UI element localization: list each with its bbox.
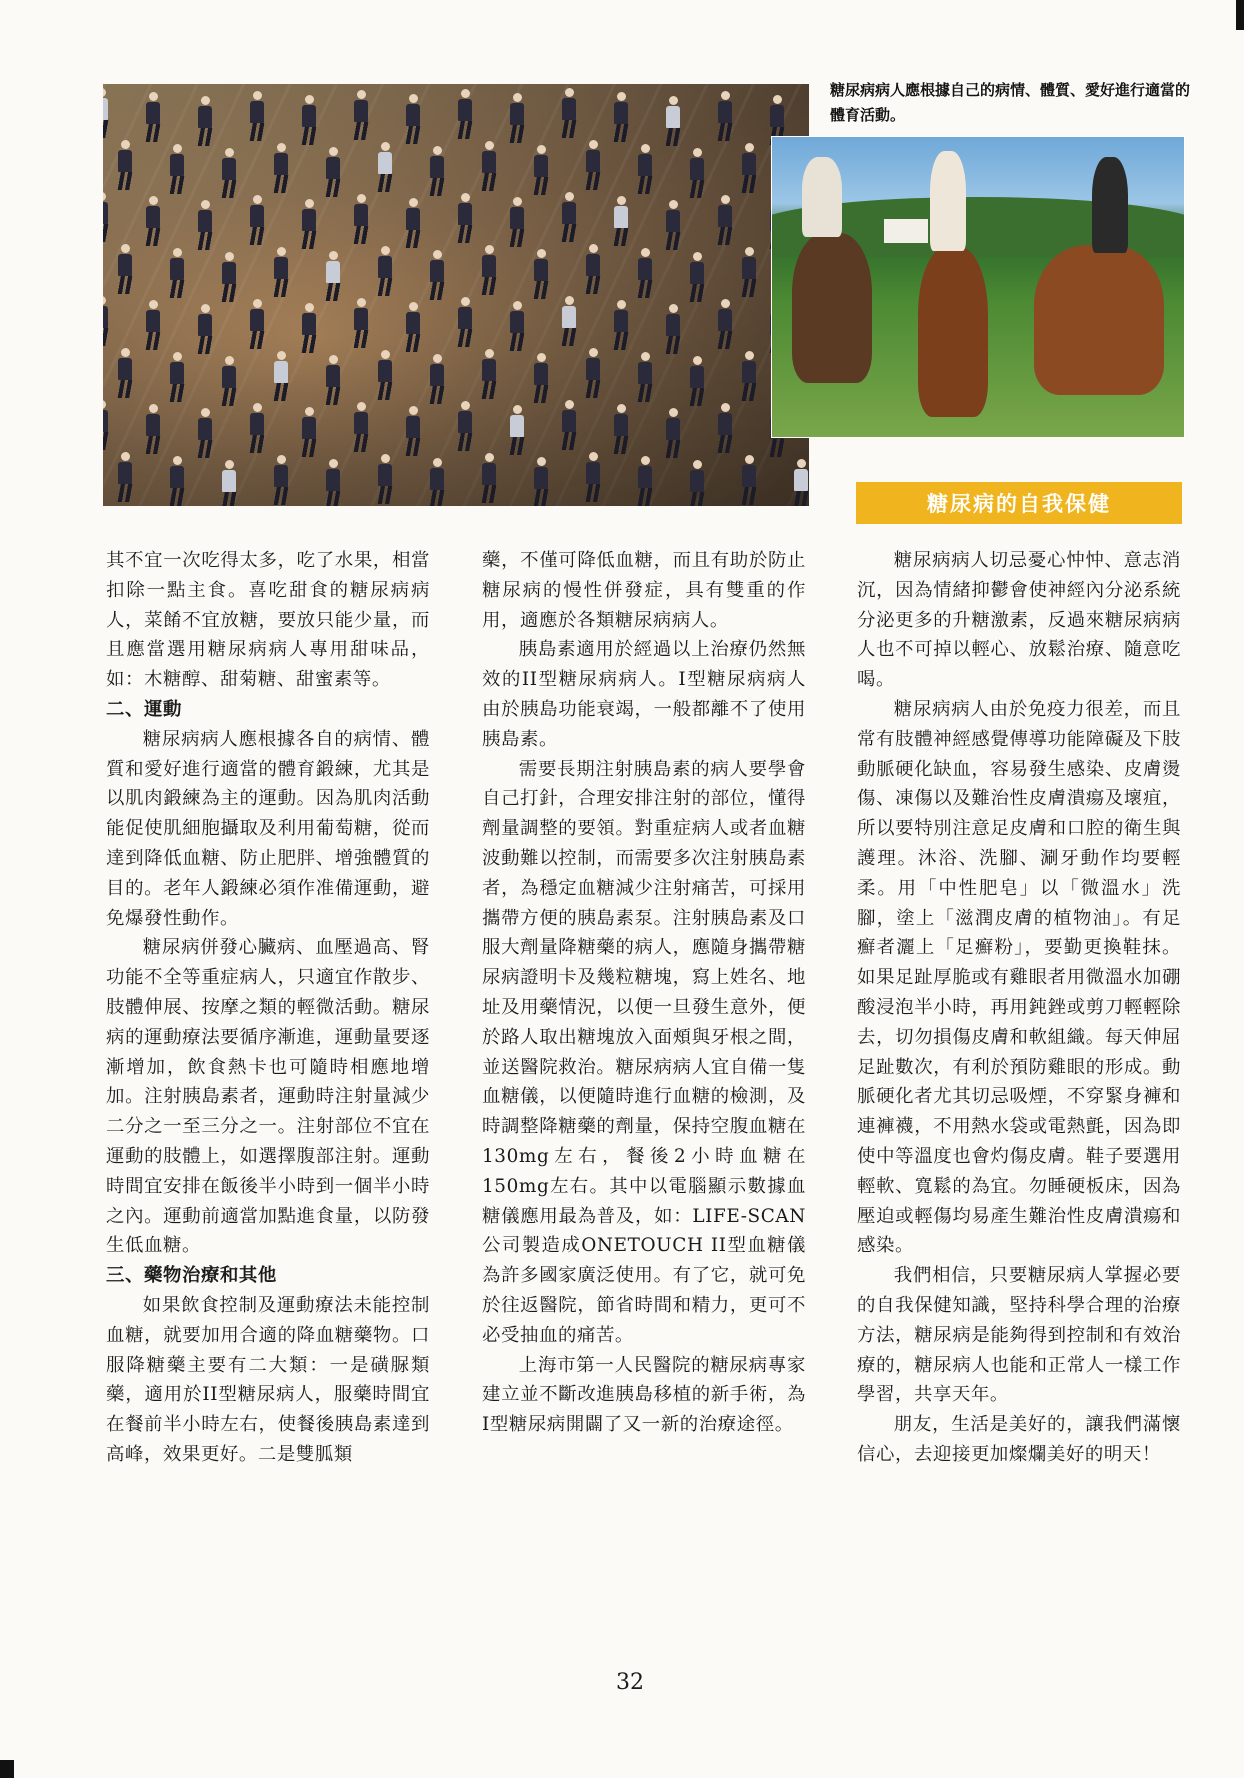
exercising-person: [405, 302, 421, 352]
exercising-person: [353, 298, 369, 348]
exercising-person: [665, 408, 681, 458]
exercising-person: [197, 200, 213, 250]
exercising-person: [197, 408, 213, 458]
exercising-person: [249, 299, 265, 349]
exercising-person: [169, 456, 185, 506]
exercising-person: [689, 252, 705, 302]
exercising-person: [533, 353, 549, 403]
exercising-person: [613, 300, 629, 350]
exercising-person: [637, 144, 653, 194]
exercising-person: [117, 452, 133, 502]
exercising-person: [429, 354, 445, 404]
paragraph: 朋友，生活是美好的，讓我們滿懷信心，去迎接更加燦爛美好的明天！: [857, 1414, 1181, 1465]
exercising-person: [665, 304, 681, 354]
exercising-person: [377, 246, 393, 296]
exercising-person: [689, 460, 705, 506]
exercising-person: [613, 196, 629, 246]
exercising-person: [613, 404, 629, 454]
exercising-person: [405, 406, 421, 456]
exercising-person: [145, 300, 161, 350]
rider-right: [1092, 157, 1128, 253]
exercising-person: [741, 351, 757, 401]
exercising-person: [273, 351, 289, 401]
exercising-person: [273, 455, 289, 505]
house: [884, 219, 928, 243]
paragraph: 糖尿病病人由於免疫力很差，而且常有肢體神經感覺傳導功能障礙及下肢動脈硬化缺血，容易發生感染、皮膚燙傷、凍傷以及難治性皮膚潰瘍及壞疽，所以要特別注意足皮膚和口腔的衛生與護理。沐浴、洗腳、涮牙動作均要輕柔。用「中性肥皂」以「微溫水」洗腳，塗上「滋潤皮膚的植物油」。有足癬者灑上「足癬粉」，要勤更換鞋抹。如果足趾厚脆或有雞眼者用微溫水加硼酸浸泡半小時，再用鈍銼或剪刀輕輕除去，切勿損傷皮膚和軟組織。每天伸屈足趾數次，有利於預防雞眼的形成。動脈硬化者尤其切忌吸煙，不穿緊身褲和連褲襪，不用熱水袋或電熱氈，因為即使中等溫度也會灼傷皮膚。鞋子要選用輕軟、寬鬆的為宜。勿睡硬板床，因為壓迫或輕傷均易產生難治性皮膚潰瘍和感染。: [857, 698, 1181, 1257]
exercising-person: [221, 252, 237, 302]
exercising-person: [353, 402, 369, 452]
exercising-person: [509, 405, 525, 455]
paragraph: 需要長期注射胰島素的病人要學會自己打針，合理安排注射的部位，懂得劑量調整的要領。對重症病人或者血糖波動難以控制，而需要多次注射胰島素者，為穩定血糖減少注射痛苦，可採用攜帶方便的胰島素泵。注射胰島素及口服大劑量降糖藥的病人，應隨身攜帶糖尿病證明卡及幾粒糖塊，寫上姓名、地址及用藥情況，以便一旦發生意外，便於路人取出糖塊放入面頰與牙根之間，並送醫院救治。糖尿病病人宜自備一隻血糖儀，以便隨時進行血糖的檢測，及時調整降糖藥的劑量，保持空腹血糖在130mg左右，餐後2小時血糖在150mg左右。其中以電腦顯示數據血糖儀應用最為普及，如：LIFE-SCAN公司製造成ONETOUCH II型血糖儀為許多國家廣泛使用。有了它，就可免於往返醫院，節省時間和精力，更可不必受抽血的痛苦。: [482, 758, 806, 1346]
exercising-person: [689, 148, 705, 198]
subheading-medication: 三、藥物治療和其他: [106, 1265, 277, 1287]
exercising-person: [533, 457, 549, 506]
exercising-person: [561, 88, 577, 138]
text-column-2: [482, 546, 806, 1440]
exercising-person: [481, 245, 497, 295]
exercising-person: [429, 250, 445, 300]
paragraph: 糖尿病併發心臟病、血壓過高、腎功能不全等重症病人，只適宜作散步、肢體伸展、按摩之類的輕微活動。糖尿病的運動療法要循序漸進，運動量要逐漸增加，飲食熱卡也可隨時相應地增加。注射胰島素者，運動時注射量減少二分之一至三分之一。注射部位不宜在運動的肢體上，如選擇腹部注射。運動時間宜安排在飯後半小時到一個半小時之內。運動前適當加點進食量，以防發生低血糖。: [106, 937, 430, 1257]
exercising-person: [197, 304, 213, 354]
exercising-person: [405, 198, 421, 248]
exercising-person: [429, 458, 445, 506]
exercising-person: [117, 244, 133, 294]
rider-left: [802, 157, 842, 237]
page-number: 32: [616, 1670, 644, 1695]
exercising-person: [585, 244, 601, 294]
exercising-person: [103, 192, 109, 242]
exercising-person: [103, 296, 109, 346]
exercising-person: [561, 296, 577, 346]
exercising-person: [585, 348, 601, 398]
exercising-person: [377, 350, 393, 400]
exercising-person: [325, 251, 341, 301]
exercising-person: [481, 141, 497, 191]
exercising-person: [481, 349, 497, 399]
exercising-person: [457, 401, 473, 451]
exercising-person: [103, 88, 109, 138]
paragraph: 藥，不僅可降低血糖，而且有助於防止糖尿病的慢性併發症，具有雙重的作用，適應於各類糖尿病病人。: [482, 550, 806, 631]
exercising-person: [741, 143, 757, 193]
exercising-person: [377, 454, 393, 504]
exercising-person: [301, 199, 317, 249]
scan-edge-mark: [1236, 0, 1244, 30]
exercising-person: [377, 142, 393, 192]
exercising-person: [509, 93, 525, 143]
exercising-person: [301, 95, 317, 145]
exercising-person: [169, 352, 185, 402]
exercising-person: [273, 247, 289, 297]
exercising-person: [717, 403, 733, 453]
paragraph: 上海市第一人民醫院的糖尿病專家建立並不斷改進胰島移植的新手術，為I型糖尿病開闢了又一新的治療途徑。: [482, 1354, 806, 1436]
exercising-person: [741, 247, 757, 297]
exercising-person: [249, 91, 265, 141]
exercising-person: [145, 92, 161, 142]
scan-edge-mark: [0, 1760, 14, 1778]
exercising-person: [481, 453, 497, 503]
exercising-person: [221, 148, 237, 198]
exercising-person: [613, 92, 629, 142]
horseback-riding-photo: [771, 136, 1185, 438]
exercising-person: [561, 400, 577, 450]
exercising-person: [665, 200, 681, 250]
exercising-person: [325, 355, 341, 405]
exercising-person: [117, 140, 133, 190]
exercising-person: [717, 91, 733, 141]
exercising-person: [103, 400, 109, 450]
photo-caption: 糖尿病病人應根據自己的病情、體質、愛好進行適當的體育活動。: [830, 81, 1191, 124]
exercising-person: [405, 94, 421, 144]
paragraph: 糖尿病病人應根據各自的病情、體質和愛好進行適當的體育鍛練，尤其是以肌肉鍛練為主的運動。因為肌肉活動能促使肌細胞攝取及利用葡萄糖，從而達到降低血糖、防止肥胖、增強體質的目的。老年人鍛練必須作准備運動，避免爆發性動作。: [106, 728, 430, 929]
exercising-person: [301, 407, 317, 457]
paragraph: 其不宜一次吃得太多，吃了水果，相當扣除一點主食。喜吃甜食的糖尿病病人，菜餚不宜放糖，要放只能少量，而且應當選用糖尿病病人專用甜味品，如：木糖醇、甜菊糖、甜蜜素等。: [106, 550, 430, 691]
exercising-person: [637, 352, 653, 402]
exercising-person: [561, 192, 577, 242]
exercising-person: [169, 144, 185, 194]
exercising-person: [145, 196, 161, 246]
horse-middle: [918, 247, 988, 417]
exercising-person: [793, 459, 809, 506]
exercising-person: [221, 460, 237, 506]
exercising-person: [585, 140, 601, 190]
exercising-person: [457, 297, 473, 347]
exercising-person: [533, 145, 549, 195]
group-tai-chi-photo: [103, 84, 809, 506]
text-column-1: [106, 546, 430, 1470]
exercising-person: [637, 248, 653, 298]
exercising-person: [585, 452, 601, 502]
exercising-person: [197, 96, 213, 146]
paragraph: 我們相信，只要糖尿病人掌握必要的自我保健知識，堅持科學合理的治療方法，糖尿病是能夠得到控制和有效治療的，糖尿病人也能和正常人一樣工作學習，共享天年。: [857, 1265, 1181, 1406]
exercising-person: [533, 249, 549, 299]
exercising-person: [717, 299, 733, 349]
exercising-person: [301, 303, 317, 353]
subheading-exercise: 二、運動: [106, 698, 182, 720]
exercising-person: [665, 96, 681, 146]
exercising-person: [325, 459, 341, 506]
paragraph: 糖尿病病人切忌憂心忡忡、意志消沉，因為情緒抑鬱會使神經內分泌系統分泌更多的升糖激素，反過來糖尿病病人也不可掉以輕心、放鬆治療、隨意吃喝。: [857, 550, 1181, 691]
paragraph: 如果飲食控制及運動療法未能控制血糖，就要加用合適的降血糖藥物。口服降糖藥主要有二大類：一是磺脲類藥，適用於II型糖尿病人，服藥時間宜在餐前半小時左右，使餐後胰島素達到高峰，效果更好。二是雙胍類: [106, 1294, 430, 1465]
exercising-person: [689, 356, 705, 406]
exercising-person: [353, 90, 369, 140]
exercising-person: [457, 89, 473, 139]
exercising-person: [117, 348, 133, 398]
section-heading: 糖尿病的自我保健: [856, 482, 1182, 524]
exercising-person: [717, 195, 733, 245]
rider-middle: [930, 151, 966, 251]
exercising-person: [637, 456, 653, 506]
horse-left: [792, 233, 872, 383]
exercising-person: [509, 197, 525, 247]
exercising-person: [457, 193, 473, 243]
exercising-person: [325, 147, 341, 197]
exercising-person: [249, 195, 265, 245]
horse-right: [1034, 245, 1164, 395]
exercising-person: [429, 146, 445, 196]
paragraph: 胰島素適用於經過以上治療仍然無效的II型糖尿病病人。I型糖尿病病人由於胰島功能衰竭，一般都離不了使用胰島素。: [482, 639, 806, 750]
exercising-person: [169, 248, 185, 298]
exercising-person: [145, 404, 161, 454]
text-column-3: [857, 546, 1181, 1470]
exercising-person: [353, 194, 369, 244]
exercising-person: [741, 455, 757, 505]
exercising-person: [249, 403, 265, 453]
exercising-person: [221, 356, 237, 406]
exercising-person: [273, 143, 289, 193]
exercising-person: [509, 301, 525, 351]
